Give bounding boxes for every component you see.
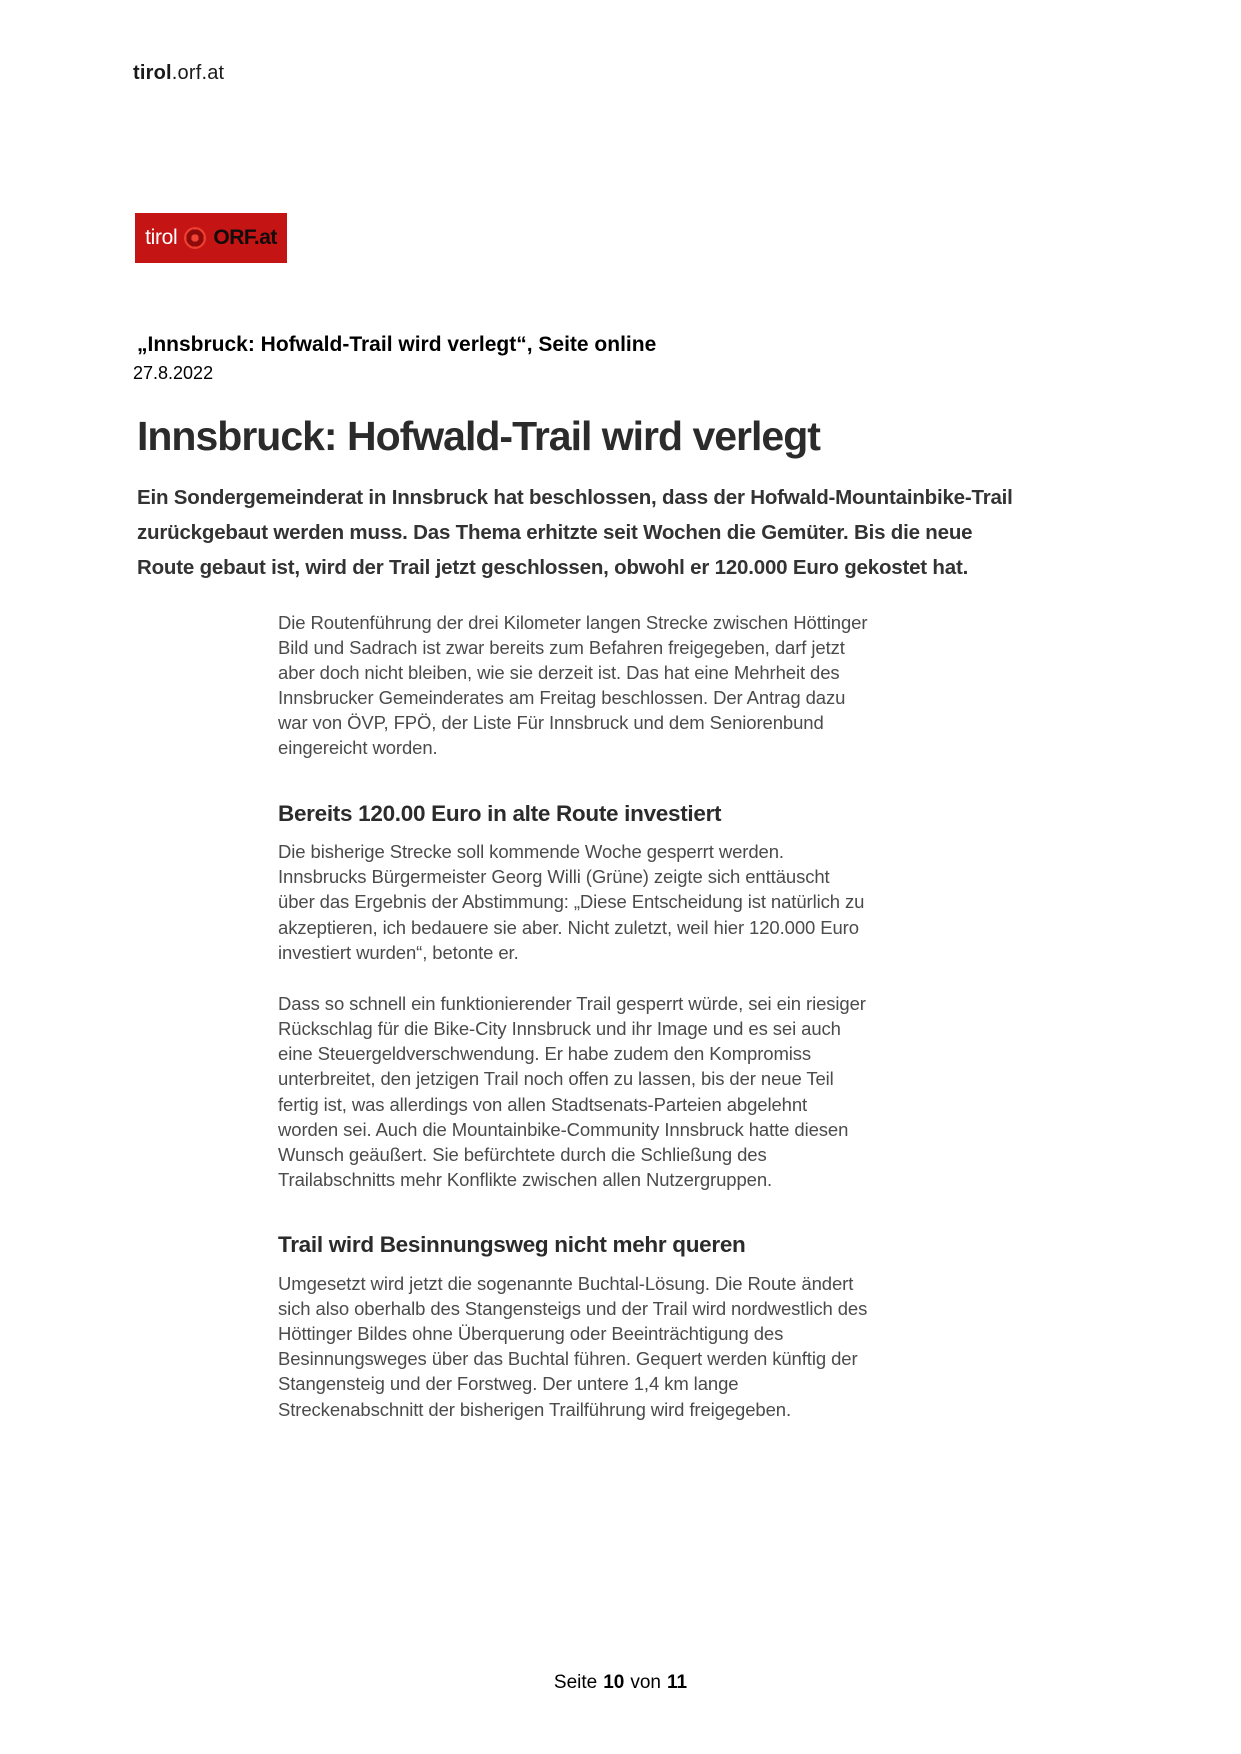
document-date: 27.8.2022 (133, 363, 214, 383)
section-heading-1: Bereits 120.00 Euro in alte Route investiert (278, 800, 722, 826)
orf-target-icon (184, 227, 206, 249)
section-heading-2: Trail wird Besinnungsweg nicht mehr queren (278, 1232, 746, 1258)
site-url-label (133, 62, 224, 85)
article (137, 414, 1057, 1448)
article-paragraph-3: Dass so schnell ein funktionierender Trail gesperrt würde, sei ein riesiger Rückschlag für die Bike-City Innsbruck und ihr Image und es sei auch eine Steuergeldverschwendung. Er habe zudem den Kompromiss unterbreitet, den jetzigen Trail noch offen zu lassen, bis der neue Teil fertig ist, was allerdings von allen Stadtsenats-Parteien abgelehnt worden sei. Auch die Mountainbike-Community Innsbruck hatte diesen Wunsch geäußert. Sie befürchtete durch die Schließung des Trailabschnitts mehr Konflikte zwischen allen Nutzergruppen. (278, 992, 866, 1191)
footer-prefix: Seite (553, 1672, 598, 1693)
article-paragraph-1: Die Routenführung der drei Kilometer langen Strecke zwischen Höttinger Bild und Sadrach ist zwar bereits zum Befahren freigegeben, darf jetzt aber doch nicht bleiben, wie sie derzeit ist. Das hat eine Mehrheit des Innsbrucker Gemeinderates am Freitag beschlossen. Der Antrag dazu war von ÖVP, FPÖ, der Liste Für Innsbruck und dem Seniorenbund eingereicht worden. (278, 611, 868, 759)
article-paragraph-4: Umgesetzt wird jetzt die sogenannte Buchtal-Lösung. Die Route ändert sich also oberhalb des Stangensteigs und der Trail wird nordwestlich des Höttinger Bildes ohne Überquerung oder Beeinträchtigung des Besinnungsweges über das Buchtal führen. Gequert werden künftig der Stangensteig und der Forstweg. Der untere 1,4 km lange Streckenabschnitt der bisherigen Trailführung wird freigegeben. (278, 1272, 868, 1420)
article-headline: Innsbruck: Hofwald-Trail wird verlegt (137, 413, 820, 459)
logo-orf-text: ORF.at (213, 226, 277, 249)
page-footer (0, 1672, 1241, 1694)
footer-page-number: 10 (603, 1672, 625, 1693)
logo-tirol-text: tirol (145, 226, 178, 249)
site-url-bold: tirol (133, 62, 172, 84)
orf-tirol-logo (135, 213, 287, 263)
footer-separator: von (630, 1672, 661, 1693)
site-url-rest: .orf.at (171, 62, 225, 84)
article-lead: Ein Sondergemeinderat in Innsbruck hat beschlossen, dass der Hofwald-Mountainbike-Trail zurückgebaut werden muss. Das Thema erhitzte seit Wochen die Gemüter. Bis die neue Route gebaut ist, wird der Trail jetzt geschlossen, obwohl er 120.000 Euro gekostet hat. (137, 486, 1013, 579)
footer-total-pages: 11 (667, 1672, 688, 1693)
article-paragraph-2: Die bisherige Strecke soll kommende Woche gesperrt werden. Innsbrucks Bürgermeister Georg Willi (Grüne) zeigte sich enttäuscht über das Ergebnis der Abstimmung: „Diese Entscheidung ist natürlich zu akzeptieren, ich bedauere sie aber. Nicht zuletzt, weil hier 120.000 Euro investiert wurden“, betonte er. (278, 841, 865, 963)
document-title: „Innsbruck: Hofwald-Trail wird verlegt“, Seite online (137, 333, 657, 356)
article-body (278, 610, 870, 1422)
